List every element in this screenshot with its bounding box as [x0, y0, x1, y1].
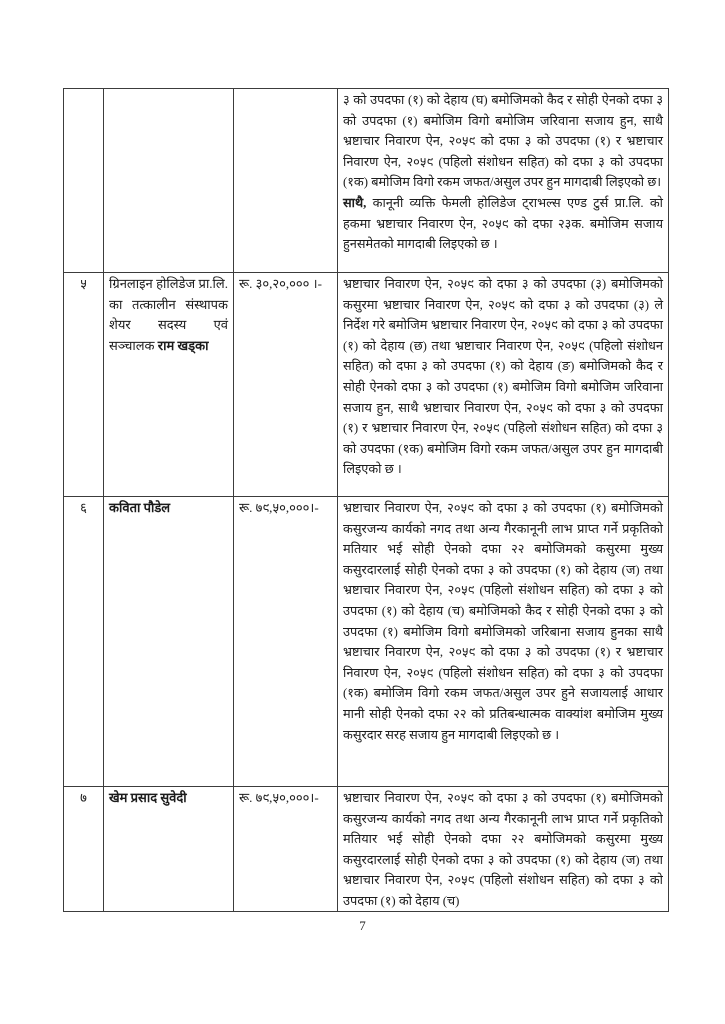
charge-text: ३ को उपदफा (१) को देहाय (घ) बमोजिमको कैद र सोही ऐनको दफा ३ को उपदफा (१) बमोजिम विगो बमोजिम जरिवाना सजाय हुन, साथै भ्रष्टाचार निवारण ऐन, २०५९ को दफा ३ को उपदफा (१) र भ्रष्टाचार निवारण ऐन, २०५९ (पहिलो संशोधन सहित) को दफा ३ को उपदफा (१क) बमोजिम विगो रकम जफत/असुल उपर हुन मागदाबी लिइएको छ।: [343, 93, 663, 190]
name-bold-text: खेम प्रसाद सुवेदी: [109, 790, 187, 805]
amount-cell: रू. ३०,२०,००० ।-: [234, 273, 338, 497]
name-cell: [104, 787, 234, 912]
serial-cell: ५: [64, 273, 104, 497]
charge-paragraph: [343, 193, 663, 255]
table-row: [64, 89, 669, 273]
charge-text: भ्रष्टाचार निवारण ऐन, २०५९ को दफा ३ को उपदफा (३) बमोजिमको कसुरमा भ्रष्टाचार निवारण ऐन, २०५९ को दफा ३ को उपदफा (३) ले निर्देश गरे बमोजिम भ्रष्टाचार निवारण ऐन, २०५९ को दफा ३ को उपदफा (१) को देहाय (छ) तथा भ्रष्टाचार निवारण ऐन, २०५९ (पहिलो संशोधन सहित) को दफा ३ को उपदफा (१) को देहाय (ङ) बमोजिमको कैद र सोही ऐनको दफा ३ को उपदफा (१) बमोजिम विगो बमोजिम जरिवाना सजाय हुन, साथै भ्रष्टाचार निवारण ऐन, २०५९ को दफा ३ को उपदफा (१) र भ्रष्टाचार निवारण ऐन, २०५९ (पहिलो संशोधन सहित) को दफा ३ को उपदफा (१क) बमोजिम विगो रकम जफत/असुल उपर हुन मागदाबी लिइएको छ ।: [343, 277, 663, 477]
bold-lead: साथै,: [343, 195, 367, 210]
charge-paragraph: [343, 788, 663, 909]
name-text: ग्रिनलाइन होलिडेज प्रा.लि. का तत्कालीन संस्थापक शेयर सदस्य एवं सञ्चालक: [109, 276, 228, 353]
name-cell: [104, 273, 234, 497]
name-bold-text: राम खड्का: [157, 337, 209, 353]
amount-cell: [234, 89, 338, 273]
charge-cell: [338, 89, 669, 273]
name-cell: [104, 89, 234, 273]
charge-text: भ्रष्टाचार निवारण ऐन, २०५९ को दफा ३ को उपदफा (१) बमोजिमको कसुरजन्य कार्यको नगद तथा अन्य गैरकानूनी लाभ प्राप्त गर्ने प्रकृतिको मतियार भई सोही ऐनको दफा २२ बमोजिमको कसुरमा मुख्य कसुरदारलाई सोही ऐनको दफा ३ को उपदफा (१) को देहाय (ज) तथा भ्रष्टाचार निवारण ऐन, २०५९ (पहिलो संशोधन सहित) को दफा ३ को उपदफा (१) को देहाय (च): [343, 791, 663, 908]
charge-cell: [338, 497, 669, 787]
table-row: [64, 787, 669, 912]
page-number: 7: [359, 918, 366, 933]
charge-cell: [338, 273, 669, 497]
serial-cell: ७: [64, 787, 104, 912]
name-bold-text: कविता पौडेल: [109, 500, 171, 515]
amount-cell: रू. ७९,५०,०००।-: [234, 497, 338, 787]
case-table: [63, 88, 669, 912]
table-row: [64, 497, 669, 787]
amount-cell: रू. ७९,५०,०००।-: [234, 787, 338, 912]
charge-cell: [338, 787, 669, 912]
charge-paragraph: [343, 90, 663, 193]
charge-text: भ्रष्टाचार निवारण ऐन, २०५९ को दफा ३ को उपदफा (१) बमोजिमको कसुरजन्य कार्यको नगद तथा अन्य गैरकानूनी लाभ प्राप्त गर्ने प्रकृतिको मतियार भई सोही ऐनको दफा २२ बमोजिमको कसुरमा मुख्य कसुरदारलाई सोही ऐनको दफा ३ को उपदफा (१) को देहाय (ज) तथा भ्रष्टाचार निवारण ऐन, २०५९ (पहिलो संशोधन सहित) को दफा ३ को उपदफा (१) को देहाय (च) बमोजिमको कैद र सोही ऐनको दफा ३ को उपदफा (१) बमोजिम विगो बमोजिमको जरिबाना सजाय हुनका साथै भ्रष्टाचार निवारण ऐन, २०५९ को दफा ३ को उपदफा (१) र भ्रष्टाचार निवारण ऐन, २०५९ (पहिलो संशोधन सहित) को दफा ३ को उपदफा (१क) बमोजिम विगो रकम जफत/असुल उपर हुने सजायलाई आधार मानी सोही ऐनको दफा २२ को प्रतिबन्धात्मक वाक्यांश बमोजिम मुख्य कसुरदार सरह सजाय हुन मागदाबी लिइएको छ ।: [343, 501, 663, 742]
charge-paragraph: [343, 274, 663, 480]
name-cell: [104, 497, 234, 787]
serial-cell: [64, 89, 104, 273]
table-row: [64, 273, 669, 497]
clipped-cell-content: [343, 788, 663, 909]
charge-paragraph: [343, 498, 663, 745]
serial-cell: ६: [64, 497, 104, 787]
charge-text: कानूनी व्यक्ति फेमली होलिडेज ट्राभल्स एण्ड टुर्स प्रा.लि. को हकमा भ्रष्टाचार निवारण ऐन, २०५९ को दफा २३क. बमोजिम सजाय हुनसमेतको मागदाबी लिइएको छ ।: [343, 195, 663, 252]
